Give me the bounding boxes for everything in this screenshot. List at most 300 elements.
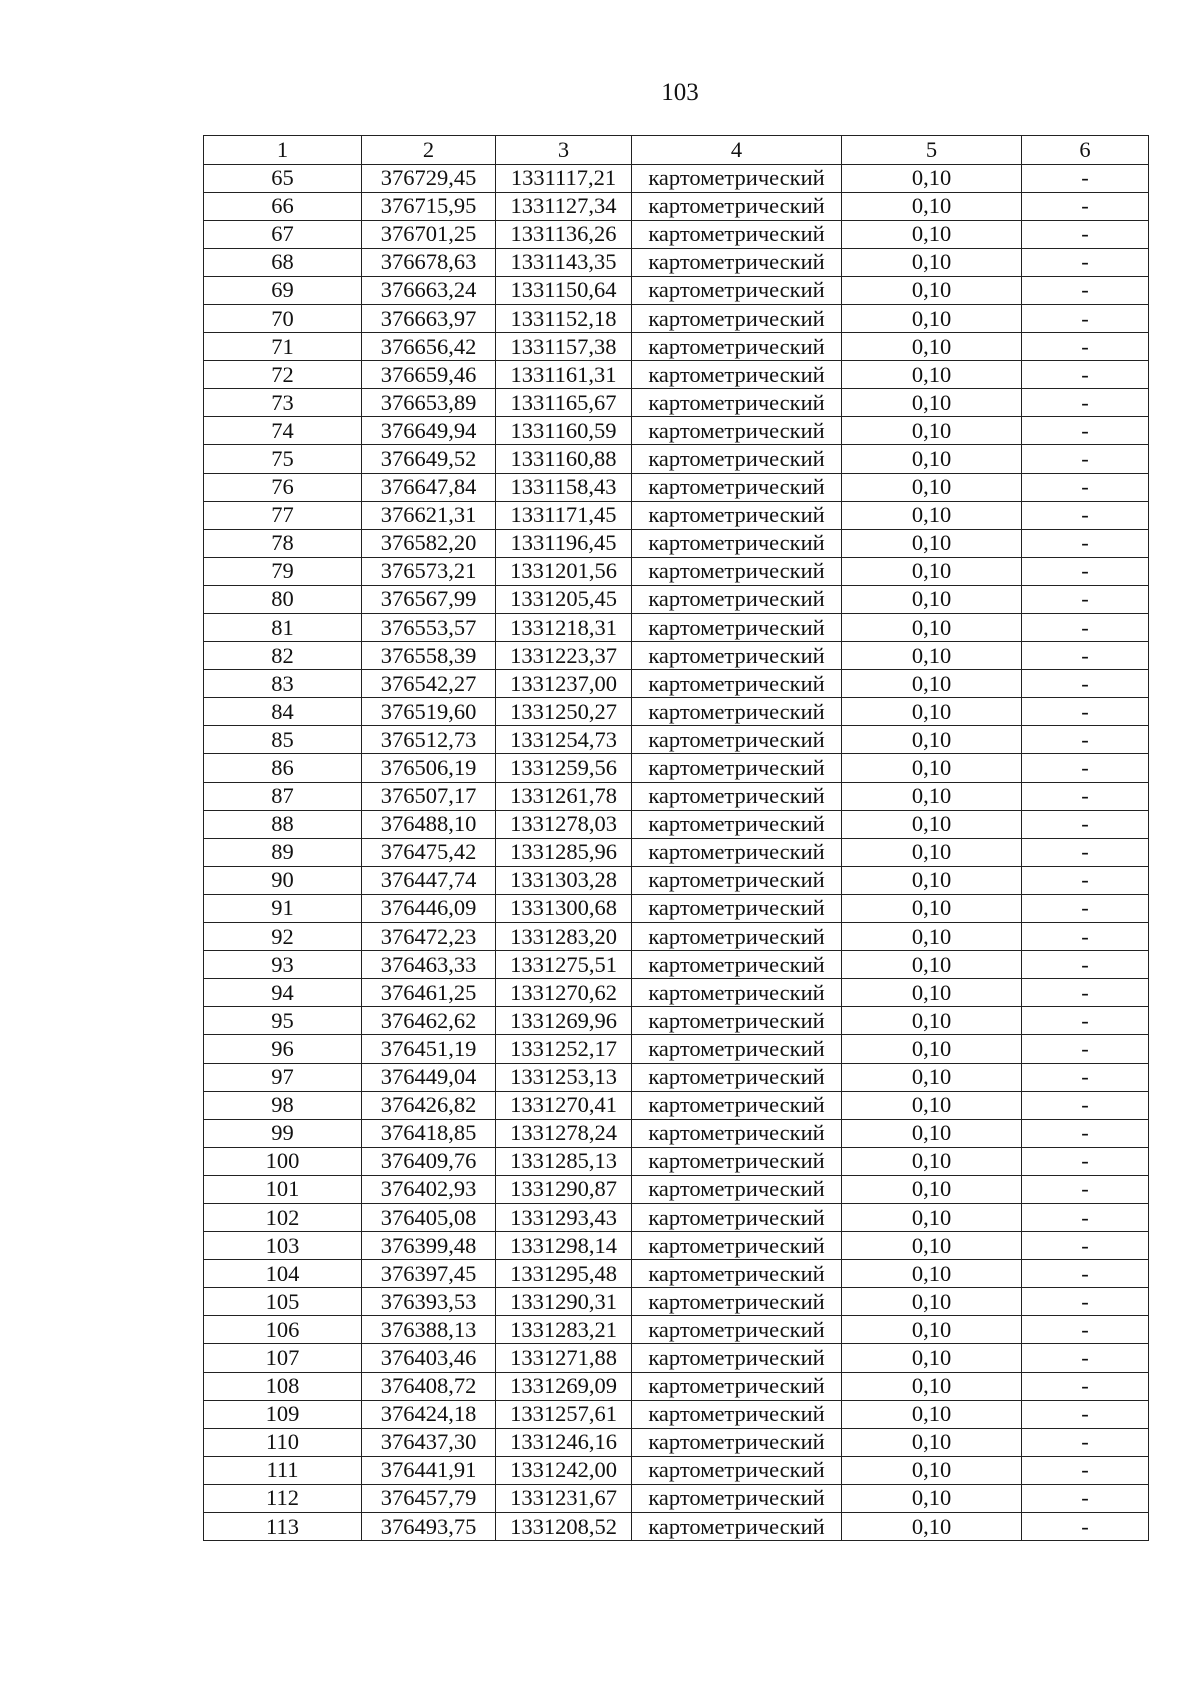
accuracy-cell: 0,10	[842, 1119, 1022, 1147]
point-number-cell: 97	[204, 1063, 362, 1091]
x-coordinate-cell: 376663,97	[362, 304, 496, 332]
note-cell: -	[1022, 248, 1149, 276]
x-coordinate-cell: 376493,75	[362, 1513, 496, 1541]
column-header-5: 5	[842, 136, 1022, 165]
x-coordinate-cell: 376678,63	[362, 248, 496, 276]
y-coordinate-cell: 1331270,41	[496, 1091, 632, 1119]
accuracy-cell: 0,10	[842, 866, 1022, 894]
point-number-cell: 109	[204, 1400, 362, 1428]
point-number-cell: 75	[204, 445, 362, 473]
table-row	[204, 1456, 1149, 1484]
y-coordinate-cell: 1331201,56	[496, 557, 632, 585]
note-cell: -	[1022, 1400, 1149, 1428]
x-coordinate-cell: 376649,94	[362, 417, 496, 445]
x-coordinate-cell: 376701,25	[362, 220, 496, 248]
accuracy-cell: 0,10	[842, 389, 1022, 417]
accuracy-cell: 0,10	[842, 1484, 1022, 1512]
x-coordinate-cell: 376449,04	[362, 1063, 496, 1091]
note-cell: -	[1022, 276, 1149, 304]
x-coordinate-cell: 376409,76	[362, 1147, 496, 1175]
accuracy-cell: 0,10	[842, 838, 1022, 866]
x-coordinate-cell: 376403,46	[362, 1344, 496, 1372]
accuracy-cell: 0,10	[842, 1232, 1022, 1260]
method-cell: картометрический	[632, 810, 842, 838]
point-number-cell: 66	[204, 192, 362, 220]
table-row	[204, 220, 1149, 248]
note-cell: -	[1022, 1035, 1149, 1063]
table-row	[204, 642, 1149, 670]
method-cell: картометрический	[632, 1484, 842, 1512]
note-cell: -	[1022, 838, 1149, 866]
table-row	[204, 1035, 1149, 1063]
accuracy-cell: 0,10	[842, 1372, 1022, 1400]
x-coordinate-cell: 376426,82	[362, 1091, 496, 1119]
point-number-cell: 82	[204, 642, 362, 670]
point-number-cell: 104	[204, 1260, 362, 1288]
column-header-2: 2	[362, 136, 496, 165]
point-number-cell: 72	[204, 361, 362, 389]
note-cell: -	[1022, 445, 1149, 473]
point-number-cell: 69	[204, 276, 362, 304]
accuracy-cell: 0,10	[842, 1063, 1022, 1091]
table-row	[204, 1260, 1149, 1288]
point-number-cell: 112	[204, 1484, 362, 1512]
accuracy-cell: 0,10	[842, 1513, 1022, 1541]
note-cell: -	[1022, 1288, 1149, 1316]
point-number-cell: 93	[204, 951, 362, 979]
y-coordinate-cell: 1331257,61	[496, 1400, 632, 1428]
x-coordinate-cell: 376441,91	[362, 1456, 496, 1484]
y-coordinate-cell: 1331252,17	[496, 1035, 632, 1063]
method-cell: картометрический	[632, 389, 842, 417]
x-coordinate-cell: 376621,31	[362, 501, 496, 529]
table-row	[204, 1119, 1149, 1147]
point-number-cell: 111	[204, 1456, 362, 1484]
y-coordinate-cell: 1331278,03	[496, 810, 632, 838]
point-number-cell: 107	[204, 1344, 362, 1372]
table-row	[204, 389, 1149, 417]
column-header-4: 4	[632, 136, 842, 165]
method-cell: картометрический	[632, 1316, 842, 1344]
x-coordinate-cell: 376663,24	[362, 276, 496, 304]
note-cell: -	[1022, 1513, 1149, 1541]
y-coordinate-cell: 1331218,31	[496, 614, 632, 642]
table-row	[204, 445, 1149, 473]
table-row	[204, 248, 1149, 276]
note-cell: -	[1022, 1203, 1149, 1231]
column-header-6: 6	[1022, 136, 1149, 165]
accuracy-cell: 0,10	[842, 501, 1022, 529]
method-cell: картометрический	[632, 1091, 842, 1119]
table-row	[204, 1513, 1149, 1541]
table-row	[204, 473, 1149, 501]
accuracy-cell: 0,10	[842, 1344, 1022, 1372]
table-row	[204, 1428, 1149, 1456]
y-coordinate-cell: 1331253,13	[496, 1063, 632, 1091]
note-cell: -	[1022, 192, 1149, 220]
method-cell: картометрический	[632, 473, 842, 501]
table-row	[204, 1400, 1149, 1428]
x-coordinate-cell: 376399,48	[362, 1232, 496, 1260]
x-coordinate-cell: 376393,53	[362, 1288, 496, 1316]
method-cell: картометрический	[632, 557, 842, 585]
accuracy-cell: 0,10	[842, 894, 1022, 922]
point-number-cell: 113	[204, 1513, 362, 1541]
note-cell: -	[1022, 894, 1149, 922]
method-cell: картометрический	[632, 951, 842, 979]
y-coordinate-cell: 1331152,18	[496, 304, 632, 332]
table-row	[204, 1063, 1149, 1091]
point-number-cell: 95	[204, 1007, 362, 1035]
y-coordinate-cell: 1331290,87	[496, 1175, 632, 1203]
method-cell: картометрический	[632, 220, 842, 248]
x-coordinate-cell: 376408,72	[362, 1372, 496, 1400]
note-cell: -	[1022, 164, 1149, 192]
x-coordinate-cell: 376447,74	[362, 866, 496, 894]
y-coordinate-cell: 1331295,48	[496, 1260, 632, 1288]
x-coordinate-cell: 376573,21	[362, 557, 496, 585]
note-cell: -	[1022, 782, 1149, 810]
y-coordinate-cell: 1331283,21	[496, 1316, 632, 1344]
note-cell: -	[1022, 642, 1149, 670]
accuracy-cell: 0,10	[842, 276, 1022, 304]
coordinates-table	[203, 135, 1149, 1541]
note-cell: -	[1022, 1232, 1149, 1260]
note-cell: -	[1022, 1260, 1149, 1288]
method-cell: картометрический	[632, 1232, 842, 1260]
y-coordinate-cell: 1331223,37	[496, 642, 632, 670]
method-cell: картометрический	[632, 1119, 842, 1147]
method-cell: картометрический	[632, 1007, 842, 1035]
accuracy-cell: 0,10	[842, 304, 1022, 332]
note-cell: -	[1022, 810, 1149, 838]
y-coordinate-cell: 1331259,56	[496, 754, 632, 782]
accuracy-cell: 0,10	[842, 417, 1022, 445]
point-number-cell: 86	[204, 754, 362, 782]
x-coordinate-cell: 376567,99	[362, 585, 496, 613]
note-cell: -	[1022, 670, 1149, 698]
note-cell: -	[1022, 614, 1149, 642]
x-coordinate-cell: 376462,62	[362, 1007, 496, 1035]
table-row	[204, 1147, 1149, 1175]
note-cell: -	[1022, 585, 1149, 613]
table-row	[204, 838, 1149, 866]
table-row	[204, 276, 1149, 304]
method-cell: картометрический	[632, 1260, 842, 1288]
method-cell: картометрический	[632, 585, 842, 613]
y-coordinate-cell: 1331285,96	[496, 838, 632, 866]
table-row	[204, 361, 1149, 389]
y-coordinate-cell: 1331270,62	[496, 979, 632, 1007]
page-number: 103	[661, 79, 699, 106]
accuracy-cell: 0,10	[842, 1147, 1022, 1175]
y-coordinate-cell: 1331150,64	[496, 276, 632, 304]
table-row	[204, 923, 1149, 951]
method-cell: картометрический	[632, 276, 842, 304]
note-cell: -	[1022, 417, 1149, 445]
point-number-cell: 98	[204, 1091, 362, 1119]
x-coordinate-cell: 376475,42	[362, 838, 496, 866]
table-row	[204, 192, 1149, 220]
y-coordinate-cell: 1331246,16	[496, 1428, 632, 1456]
method-cell: картометрический	[632, 501, 842, 529]
y-coordinate-cell: 1331208,52	[496, 1513, 632, 1541]
x-coordinate-cell: 376463,33	[362, 951, 496, 979]
method-cell: картометрический	[632, 1063, 842, 1091]
x-coordinate-cell: 376558,39	[362, 642, 496, 670]
accuracy-cell: 0,10	[842, 726, 1022, 754]
method-cell: картометрический	[632, 1175, 842, 1203]
table-row	[204, 614, 1149, 642]
x-coordinate-cell: 376507,17	[362, 782, 496, 810]
y-coordinate-cell: 1331160,88	[496, 445, 632, 473]
y-coordinate-cell: 1331160,59	[496, 417, 632, 445]
x-coordinate-cell: 376488,10	[362, 810, 496, 838]
accuracy-cell: 0,10	[842, 164, 1022, 192]
table-row	[204, 782, 1149, 810]
x-coordinate-cell: 376656,42	[362, 333, 496, 361]
point-number-cell: 77	[204, 501, 362, 529]
method-cell: картометрический	[632, 248, 842, 276]
y-coordinate-cell: 1331205,45	[496, 585, 632, 613]
table-row	[204, 866, 1149, 894]
accuracy-cell: 0,10	[842, 754, 1022, 782]
method-cell: картометрический	[632, 529, 842, 557]
method-cell: картометрический	[632, 923, 842, 951]
note-cell: -	[1022, 979, 1149, 1007]
table-row	[204, 164, 1149, 192]
note-cell: -	[1022, 1484, 1149, 1512]
table-row	[204, 529, 1149, 557]
header-row	[204, 136, 1149, 165]
table-row	[204, 1232, 1149, 1260]
note-cell: -	[1022, 557, 1149, 585]
x-coordinate-cell: 376446,09	[362, 894, 496, 922]
y-coordinate-cell: 1331261,78	[496, 782, 632, 810]
method-cell: картометрический	[632, 866, 842, 894]
point-number-cell: 96	[204, 1035, 362, 1063]
accuracy-cell: 0,10	[842, 473, 1022, 501]
accuracy-cell: 0,10	[842, 1400, 1022, 1428]
y-coordinate-cell: 1331293,43	[496, 1203, 632, 1231]
note-cell: -	[1022, 1316, 1149, 1344]
x-coordinate-cell: 376405,08	[362, 1203, 496, 1231]
note-cell: -	[1022, 333, 1149, 361]
accuracy-cell: 0,10	[842, 192, 1022, 220]
method-cell: картометрический	[632, 838, 842, 866]
note-cell: -	[1022, 1456, 1149, 1484]
table-row	[204, 1484, 1149, 1512]
point-number-cell: 90	[204, 866, 362, 894]
point-number-cell: 73	[204, 389, 362, 417]
y-coordinate-cell: 1331285,13	[496, 1147, 632, 1175]
accuracy-cell: 0,10	[842, 1288, 1022, 1316]
table-header	[204, 136, 1149, 165]
y-coordinate-cell: 1331237,00	[496, 670, 632, 698]
y-coordinate-cell: 1331242,00	[496, 1456, 632, 1484]
method-cell: картометрический	[632, 1147, 842, 1175]
x-coordinate-cell: 376397,45	[362, 1260, 496, 1288]
x-coordinate-cell: 376506,19	[362, 754, 496, 782]
y-coordinate-cell: 1331196,45	[496, 529, 632, 557]
x-coordinate-cell: 376715,95	[362, 192, 496, 220]
point-number-cell: 91	[204, 894, 362, 922]
point-number-cell: 94	[204, 979, 362, 1007]
x-coordinate-cell: 376542,27	[362, 670, 496, 698]
method-cell: картометрический	[632, 1035, 842, 1063]
y-coordinate-cell: 1331275,51	[496, 951, 632, 979]
table-row	[204, 1175, 1149, 1203]
point-number-cell: 65	[204, 164, 362, 192]
column-header-3: 3	[496, 136, 632, 165]
note-cell: -	[1022, 501, 1149, 529]
accuracy-cell: 0,10	[842, 979, 1022, 1007]
accuracy-cell: 0,10	[842, 445, 1022, 473]
x-coordinate-cell: 376519,60	[362, 698, 496, 726]
accuracy-cell: 0,10	[842, 1091, 1022, 1119]
method-cell: картометрический	[632, 361, 842, 389]
method-cell: картометрический	[632, 1203, 842, 1231]
x-coordinate-cell: 376437,30	[362, 1428, 496, 1456]
note-cell: -	[1022, 1372, 1149, 1400]
table-row	[204, 333, 1149, 361]
point-number-cell: 100	[204, 1147, 362, 1175]
x-coordinate-cell: 376418,85	[362, 1119, 496, 1147]
y-coordinate-cell: 1331303,28	[496, 866, 632, 894]
point-number-cell: 79	[204, 557, 362, 585]
point-number-cell: 85	[204, 726, 362, 754]
method-cell: картометрический	[632, 1344, 842, 1372]
table-row	[204, 1372, 1149, 1400]
method-cell: картометрический	[632, 894, 842, 922]
accuracy-cell: 0,10	[842, 1260, 1022, 1288]
point-number-cell: 87	[204, 782, 362, 810]
method-cell: картометрический	[632, 979, 842, 1007]
table-row	[204, 894, 1149, 922]
accuracy-cell: 0,10	[842, 585, 1022, 613]
y-coordinate-cell: 1331143,35	[496, 248, 632, 276]
method-cell: картометрический	[632, 333, 842, 361]
x-coordinate-cell: 376729,45	[362, 164, 496, 192]
point-number-cell: 76	[204, 473, 362, 501]
accuracy-cell: 0,10	[842, 1007, 1022, 1035]
method-cell: картометрический	[632, 417, 842, 445]
note-cell: -	[1022, 1063, 1149, 1091]
method-cell: картометрический	[632, 1456, 842, 1484]
note-cell: -	[1022, 1344, 1149, 1372]
method-cell: картометрический	[632, 304, 842, 332]
point-number-cell: 71	[204, 333, 362, 361]
accuracy-cell: 0,10	[842, 361, 1022, 389]
method-cell: картометрический	[632, 642, 842, 670]
table-row	[204, 979, 1149, 1007]
note-cell: -	[1022, 473, 1149, 501]
y-coordinate-cell: 1331136,26	[496, 220, 632, 248]
y-coordinate-cell: 1331283,20	[496, 923, 632, 951]
y-coordinate-cell: 1331300,68	[496, 894, 632, 922]
x-coordinate-cell: 376388,13	[362, 1316, 496, 1344]
accuracy-cell: 0,10	[842, 1316, 1022, 1344]
accuracy-cell: 0,10	[842, 220, 1022, 248]
note-cell: -	[1022, 1147, 1149, 1175]
x-coordinate-cell: 376461,25	[362, 979, 496, 1007]
method-cell: картометрический	[632, 782, 842, 810]
accuracy-cell: 0,10	[842, 1456, 1022, 1484]
accuracy-cell: 0,10	[842, 698, 1022, 726]
point-number-cell: 105	[204, 1288, 362, 1316]
note-cell: -	[1022, 923, 1149, 951]
point-number-cell: 102	[204, 1203, 362, 1231]
point-number-cell: 68	[204, 248, 362, 276]
point-number-cell: 81	[204, 614, 362, 642]
point-number-cell: 110	[204, 1428, 362, 1456]
table-row	[204, 726, 1149, 754]
x-coordinate-cell: 376647,84	[362, 473, 496, 501]
table-row	[204, 1091, 1149, 1119]
x-coordinate-cell: 376402,93	[362, 1175, 496, 1203]
table-row	[204, 417, 1149, 445]
table-row	[204, 754, 1149, 782]
accuracy-cell: 0,10	[842, 557, 1022, 585]
y-coordinate-cell: 1331171,45	[496, 501, 632, 529]
note-cell: -	[1022, 1428, 1149, 1456]
y-coordinate-cell: 1331117,21	[496, 164, 632, 192]
column-header-1: 1	[204, 136, 362, 165]
method-cell: картометрический	[632, 754, 842, 782]
table-row	[204, 698, 1149, 726]
y-coordinate-cell: 1331231,67	[496, 1484, 632, 1512]
table-row	[204, 1316, 1149, 1344]
y-coordinate-cell: 1331165,67	[496, 389, 632, 417]
y-coordinate-cell: 1331254,73	[496, 726, 632, 754]
y-coordinate-cell: 1331298,14	[496, 1232, 632, 1260]
y-coordinate-cell: 1331269,09	[496, 1372, 632, 1400]
y-coordinate-cell: 1331157,38	[496, 333, 632, 361]
method-cell: картометрический	[632, 1428, 842, 1456]
table-row	[204, 810, 1149, 838]
method-cell: картометрический	[632, 1372, 842, 1400]
method-cell: картометрический	[632, 1513, 842, 1541]
method-cell: картометрический	[632, 614, 842, 642]
x-coordinate-cell: 376553,57	[362, 614, 496, 642]
y-coordinate-cell: 1331127,34	[496, 192, 632, 220]
note-cell: -	[1022, 1091, 1149, 1119]
accuracy-cell: 0,10	[842, 782, 1022, 810]
x-coordinate-cell: 376653,89	[362, 389, 496, 417]
point-number-cell: 78	[204, 529, 362, 557]
method-cell: картометрический	[632, 192, 842, 220]
y-coordinate-cell: 1331158,43	[496, 473, 632, 501]
method-cell: картометрический	[632, 670, 842, 698]
note-cell: -	[1022, 1119, 1149, 1147]
accuracy-cell: 0,10	[842, 951, 1022, 979]
table-row	[204, 951, 1149, 979]
method-cell: картометрический	[632, 445, 842, 473]
point-number-cell: 99	[204, 1119, 362, 1147]
note-cell: -	[1022, 1007, 1149, 1035]
point-number-cell: 74	[204, 417, 362, 445]
note-cell: -	[1022, 1175, 1149, 1203]
table-row	[204, 1344, 1149, 1372]
table-row	[204, 557, 1149, 585]
accuracy-cell: 0,10	[842, 1428, 1022, 1456]
accuracy-cell: 0,10	[842, 670, 1022, 698]
accuracy-cell: 0,10	[842, 1203, 1022, 1231]
method-cell: картометрический	[632, 164, 842, 192]
accuracy-cell: 0,10	[842, 248, 1022, 276]
point-number-cell: 92	[204, 923, 362, 951]
point-number-cell: 108	[204, 1372, 362, 1400]
